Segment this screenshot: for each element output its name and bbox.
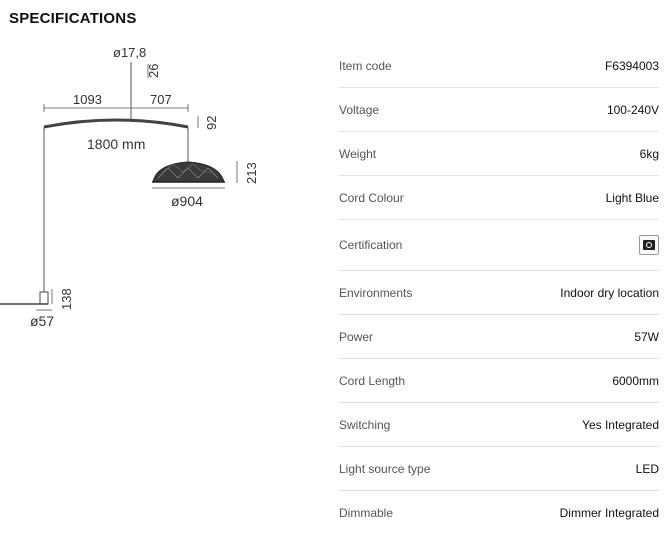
- dim-shade-height: 213: [244, 162, 259, 184]
- spec-label: Switching: [339, 417, 391, 432]
- dim-total-span: 1800 mm: [87, 136, 146, 152]
- spec-value: 6kg: [639, 146, 659, 161]
- dim-base-diameter: ø57: [30, 313, 55, 329]
- dim-shade-diameter: ø904: [171, 193, 203, 209]
- spec-value: Yes Integrated: [582, 417, 659, 432]
- dim-right-arm: 707: [150, 92, 172, 107]
- spec-value: 6000mm: [612, 373, 659, 388]
- lamp-shade: [152, 162, 225, 182]
- spec-label: Cord Colour: [339, 190, 404, 205]
- product-dimension-drawing: [0, 0, 330, 530]
- spec-label: Voltage: [339, 102, 380, 117]
- spec-label: Power: [339, 329, 374, 344]
- spec-label: Weight: [339, 146, 377, 161]
- spec-row: [339, 132, 659, 176]
- dim-cord-diameter: ø17,8: [113, 45, 147, 60]
- spec-value: 57W: [634, 329, 659, 344]
- spec-label: Item code: [339, 58, 392, 73]
- spec-row: [339, 176, 659, 220]
- spec-label: Dimmable: [339, 505, 394, 520]
- dim-base-height: 138: [59, 288, 74, 310]
- spec-value: LED: [635, 461, 659, 476]
- dim-left-arm: 1093: [73, 92, 102, 107]
- spec-label: Light source type: [339, 461, 431, 476]
- spec-row: [339, 271, 659, 315]
- specifications-table: [339, 44, 659, 534]
- spec-value: Indoor dry location: [560, 285, 659, 300]
- spec-row: [339, 403, 659, 447]
- specifications-heading: SPECIFICATIONS: [9, 10, 137, 27]
- spec-label: Certification: [339, 238, 403, 252]
- dim-arm-sag: 92: [204, 115, 219, 130]
- spec-row: [339, 220, 659, 271]
- spec-row: [339, 44, 659, 88]
- spec-row: [339, 359, 659, 403]
- spec-value: Light Blue: [605, 190, 659, 205]
- spec-value: Dimmer Integrated: [559, 505, 659, 520]
- dim-cord-height: 26: [146, 63, 161, 78]
- spec-row: [339, 447, 659, 491]
- spec-row: [339, 88, 659, 132]
- spec-value: F6394003: [604, 58, 659, 73]
- spec-row: [339, 315, 659, 359]
- spec-value: 100-240V: [606, 102, 659, 117]
- spec-row: [339, 491, 659, 534]
- spec-label: Cord Length: [339, 373, 406, 388]
- spec-label: Environments: [339, 285, 413, 300]
- certification-mark-icon: [639, 235, 659, 255]
